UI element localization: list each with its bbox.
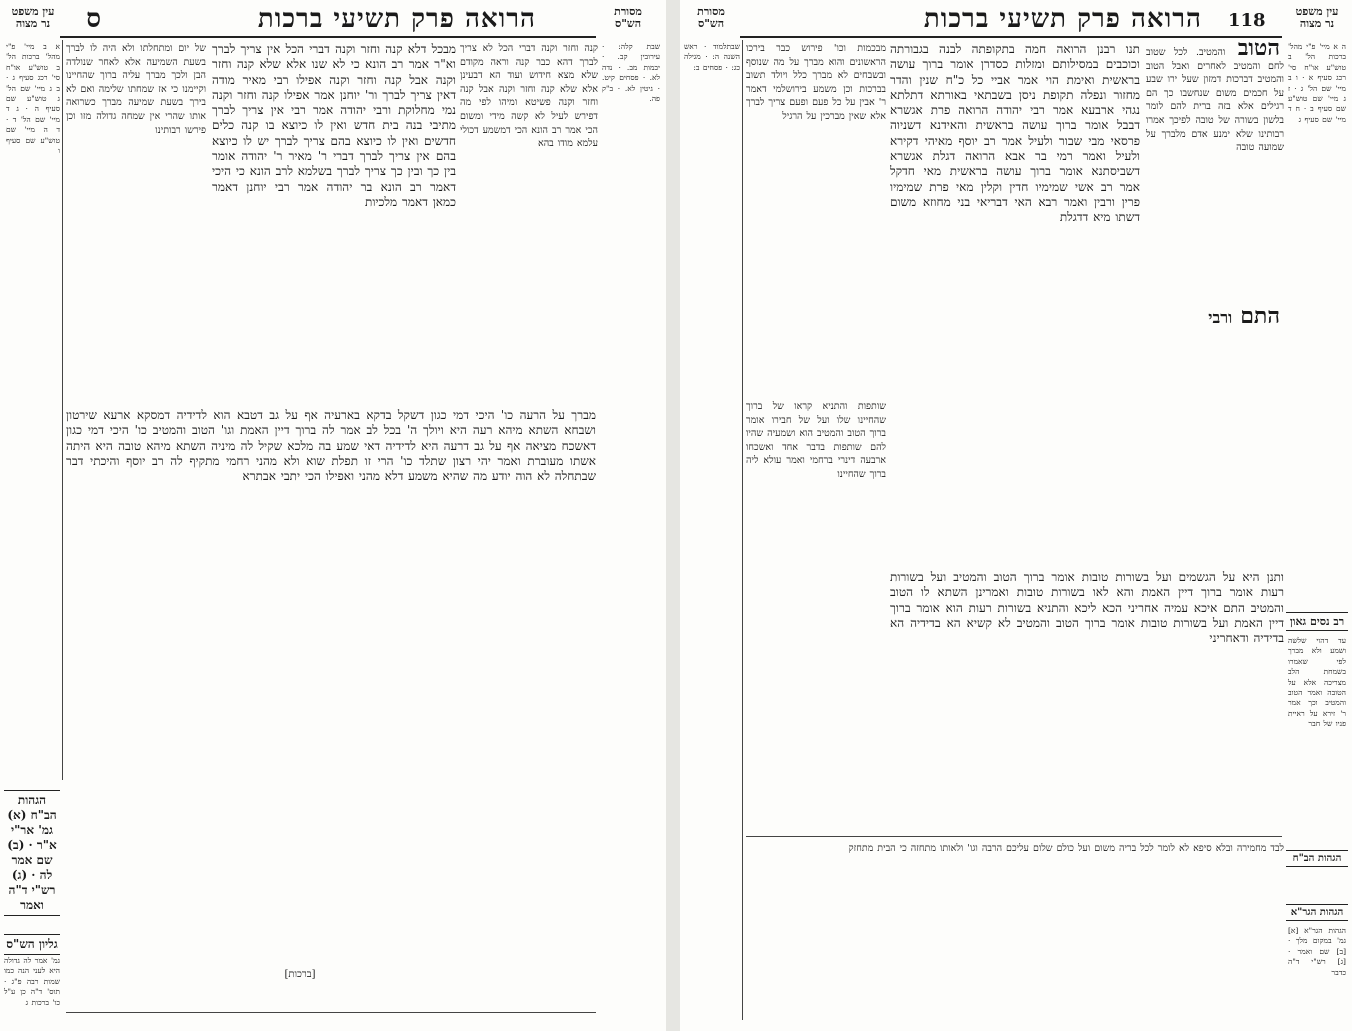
tosafot-lower-text: שותפות והתניא קראו של ברוך שהחיינו שלו ועל של חבירו אומר ברוך הטוב והמטיב הוא ושמעיה שהיו להם שותפות בדבר אחד ואשכחו ארבעה דינרי ברחמי ואמר עולא ליה ברוך שהחיינו bbox=[746, 401, 886, 480]
book-gutter bbox=[666, 0, 680, 1031]
hagahot-column bbox=[1288, 926, 1346, 1022]
lemma-verabbi: ורבי bbox=[1208, 310, 1233, 327]
tosafot-column bbox=[66, 42, 206, 402]
folio-letter: ס bbox=[86, 4, 102, 34]
ein-mishpat-label: עין משפט נר מצוה bbox=[1295, 5, 1339, 30]
masoret-column bbox=[684, 42, 740, 802]
left-page bbox=[0, 0, 666, 1031]
lower-gemara-column bbox=[890, 570, 1284, 830]
footer-rule bbox=[66, 1012, 596, 1013]
column-divider bbox=[742, 40, 743, 1020]
hagahot-bach-label: הגהות הב"ח (א) גמ' אר"י א"ר · (ב) שם אמר לה · (ג) רש"י ד"ה ואמר bbox=[4, 790, 60, 916]
hagahot-text: הגהות הגר"א [א] גמ' במקום מלך · [ב] שם ואמר · [ג] רש"י ד"ה כדבר bbox=[1288, 926, 1346, 977]
ein-mishpat-notes: א ב מיי' פ"י מהל' ברכות הל' ב טוש"ע או"ח סי' רכג סעיף ג · ב ג מיי' שם הל' ג טוש"ע שם סעיף ה · ג ד מיי' שם הל' ד · ד ה מיי' שם טוש"ע שם סעיף ו bbox=[6, 42, 60, 156]
gemara-column bbox=[890, 42, 1140, 562]
right-page bbox=[680, 0, 1352, 1031]
gemara-text: מבכל דלא קנה וחזר וקנה דברי הכל אין צריך לברך וא"ר אמר רב הונא כי לא שנו אלא שלא קנה וחזר וקנה אבל קנה וחזר וקנה אפילו רבי מאיר מודה דאין צריך לברך ור' יוחנן אמר אפילו קנה וחזר וקנה נמי מחלוקת ורבי יהודה אמר רבי אין צריך לברך מתיבי בנה בית חדש ואין לו כיוצא בו קנה כלים חדשים ואין לו כיוצא בהם צריך לברך יש לו כיוצא בהם אין צריך לברך דברי ר' מאיר ר' יהודה אומר בין כך ובין כך צריך לברך בשלמא לרב הונא כי היכי דאמר רב הונא בר יהודה אמר רבי יוחנן דאמר כמאן דאמר מלכיות bbox=[212, 42, 456, 209]
masoret-label: מסורת הש"ס bbox=[697, 5, 725, 30]
tosafot-text: של יום ומתחלתו ולא היה לו לברך בשעת השמיעה אלא לאחר שנולדה הבן ולכך מברך עליה ברוך שהחיינו וקיימנו כי אז שמחתו שלימה ואם לא בירך בשעת שמיעה מברך כשרואה אותו שהרי אין שמחה גדולה מזו וכן פירשו רבותינו bbox=[66, 43, 206, 136]
gilyon-text: גמ' אמר לה גדולה היא לעני הנה כמו שמות רבה פ"ג · תוס' ד"ה כן ע"ל כו' ברכות ג bbox=[4, 956, 60, 1007]
lower-gemara-column bbox=[66, 408, 596, 968]
lower-gemara-text: מברך על הרעה כו' היכי דמי כגון דשקל בדקא בארעיה אף על גב דטבא הוא לדידיה דמסקא ארעא שירטון ושבחא השתא מיהא רעה היא ויולך ה' בכל לב אמר לה ברוך דיין האמת וגו' הטוב והמטיב כו' היכי דמי כגון דאשכח מציאה אף על גב דרעה היא לדידיה דאי שמע בה מלכא שקיל לה מיניה השתא מיהא טובה היא היתה אשתו מעוברת ואמר יהי רצון שתלד כו' הרי זו תפלת שוא ולא מהני רחמי מתקיף לה רב יוסף והיכתי דבר שבתחלה לא הוה יודע מה שהיא משמע דלא מהני ואפילו הכי יתבי אבתרא bbox=[66, 408, 596, 484]
rav-nissim-column bbox=[1288, 636, 1346, 846]
ein-mishpat-column bbox=[1288, 42, 1346, 602]
page-number: 118 bbox=[1228, 10, 1266, 31]
bottom-rule bbox=[746, 836, 1282, 837]
gemara-column bbox=[212, 42, 456, 402]
ein-mishpat-column bbox=[6, 42, 60, 522]
tosafot-column bbox=[746, 42, 886, 392]
header-rule bbox=[740, 36, 1282, 38]
ein-mishpat-notes: ה א מיי' פ"י מהל' ברכות הל' ב טוש"ע או"ח סי' רכג סעיף א · ו ב מיי' שם הל' ג · ז ג מיי' שם טוש"ע שם סעיף ב · ח ד מיי' שם סעיף ג bbox=[1288, 42, 1346, 124]
tosafot-text: מבכמות וכו' פירוש כבר בירכו הראשונים והוא מברך על מה שנוסף ובשבחים לא מברך כלל ויולד תשוב בברכות וכן משמע בירושלמי דאמר ר' אבין על כל פעם ופעם צריך לברך אלא שאין מברכין על הרגיל bbox=[746, 43, 886, 122]
gilyon-label: גליון הש"ס bbox=[4, 934, 60, 955]
tosafot-column-lower bbox=[746, 400, 886, 830]
page-title: הרואה פרק תשיעי ברכות bbox=[923, 4, 1202, 34]
page-title-wrapper bbox=[810, 4, 1202, 34]
masoret-notes: שבתלמוד · ראש השנה ה: · מגילה כג: · פסחים ב: bbox=[684, 42, 740, 72]
rashi-column-lower bbox=[1146, 310, 1284, 590]
bottom-text: לבד מחמירה ובלא סיפא לא לומר לכל בריה משום ועל כולם שלום עליכם הרבה וגו' ולאותו מתחזה כי הבית מתחזק bbox=[848, 843, 1284, 854]
bottom-column bbox=[746, 842, 1284, 1022]
masoret-notes: שבת קלה: · עירובין קב. · יבמות מב. · נדה לא. · פסחים קיט. · גיטין לא. · ב"ק פה. bbox=[602, 42, 660, 104]
column-divider bbox=[62, 40, 63, 780]
rav-nissim-label: רב נסים גאון bbox=[1286, 612, 1348, 631]
rashi-column bbox=[460, 42, 598, 402]
gemara-text: תנו רבנן הרואה חמה בתקופתה לבנה בגבורתה וכוכבים במסילותם ומזלות כסדרן אומר ברוך עושה בראשית ואימת הוי אמר אביי כל כ"ח שנין והדר מחזור ונפלה תקופת ניסן בשבתאי באורתא דתלתא נגהי ארבעא אמר רבי יהודה הרואה פרת אגשרא דבבל אומר ברוך עושה בראשית והאידנא דשניוה פרסאי מבי שבור ולעיל אמר רב יוסף מאיהי דקירא ולעיל ואמר רמי בר אבא הרואה דגלת אגשרא דשביסתנא אומר ברוך עושה בראשית מאי חדקל אמר רב אשי שמימיו חדין וקלין מאי פרת שמימיו פרין ורבין ואמר רבא האי דבריאי בני מחוזא משום דשתו מיא דדגלת bbox=[890, 42, 1140, 225]
rashi-text: קנה וחזר וקנה דברי הכל לא צריך לברך דהא כבר קנה וראה מקודם שלא מצא חידוש ועוד הא דבעינן אלא שלא קנה וחזר וקנה אבל קנה וחזר וקנה פשיטא ומיהו לפי מה דפירש לעיל לא קשה מידי ומשום הכי אמר רב הונא הכי דמשמע דכולי עלמא מודו בהא bbox=[460, 43, 598, 150]
hagahot-bach-label: הגהות הב"ח bbox=[1286, 850, 1348, 867]
ein-mishpat-label: עין משפט נר מצוה bbox=[11, 5, 55, 30]
rashi-text: והמטיב. לכל שטוב לחם והמטיב לאחרים ואבל הטוב והמטיב דברכות דמזון שעל ירו שבע על חכמים משום שנחשבו כך הם רגילים אלא בזה ברית להם לומר בלשון בשורה של טובה לפיכך אמרו רבותינו שלא ימנע אדם מלברך על שמועה טובה bbox=[1146, 47, 1284, 154]
page-title: הרואה פרק תשיעי ברכות bbox=[257, 4, 536, 34]
lemma-hatam: התם bbox=[1240, 310, 1280, 329]
lower-gemara-text: ותנן היא על הגשמים ועל בשורות טובות אומר ברוך הטוב והמטיב ועל בשורות רעות אומר ברוך דיין האמת והא לאו בשורות טובות ואמרינן השתא לו הטוב והמטיב התם איכא עמיה אחריני הכא ליכא והתניא בשורות רעות הוא אומר ברוך דיין האמת ועל בשורות טובות אומר ברוך הטוב והמטיב לא קשיא הא בדידיה הא בדידיה ודאחריני bbox=[890, 570, 1284, 646]
hagahot-gra-label: הגהות הגר"א bbox=[1286, 904, 1348, 921]
lemma-hatov: הטוב bbox=[1237, 42, 1280, 61]
gilyon-column bbox=[4, 956, 60, 1026]
rav-nissim-text: עד דהוי שלשה ושמע ולא מברך לפי שאמרו בשמחת הלב מצריכה אלא על הטובה ואמר הטוב והמטיב וכך אמר ר' זירא על ראיית פניו של חבר bbox=[1288, 636, 1346, 729]
masoret-label: מסורת הש"ס bbox=[614, 5, 642, 30]
header-rule bbox=[60, 36, 596, 38]
page-header bbox=[40, 4, 536, 34]
footer-note: [ברכות] bbox=[284, 969, 316, 980]
masoret-column bbox=[602, 42, 660, 802]
